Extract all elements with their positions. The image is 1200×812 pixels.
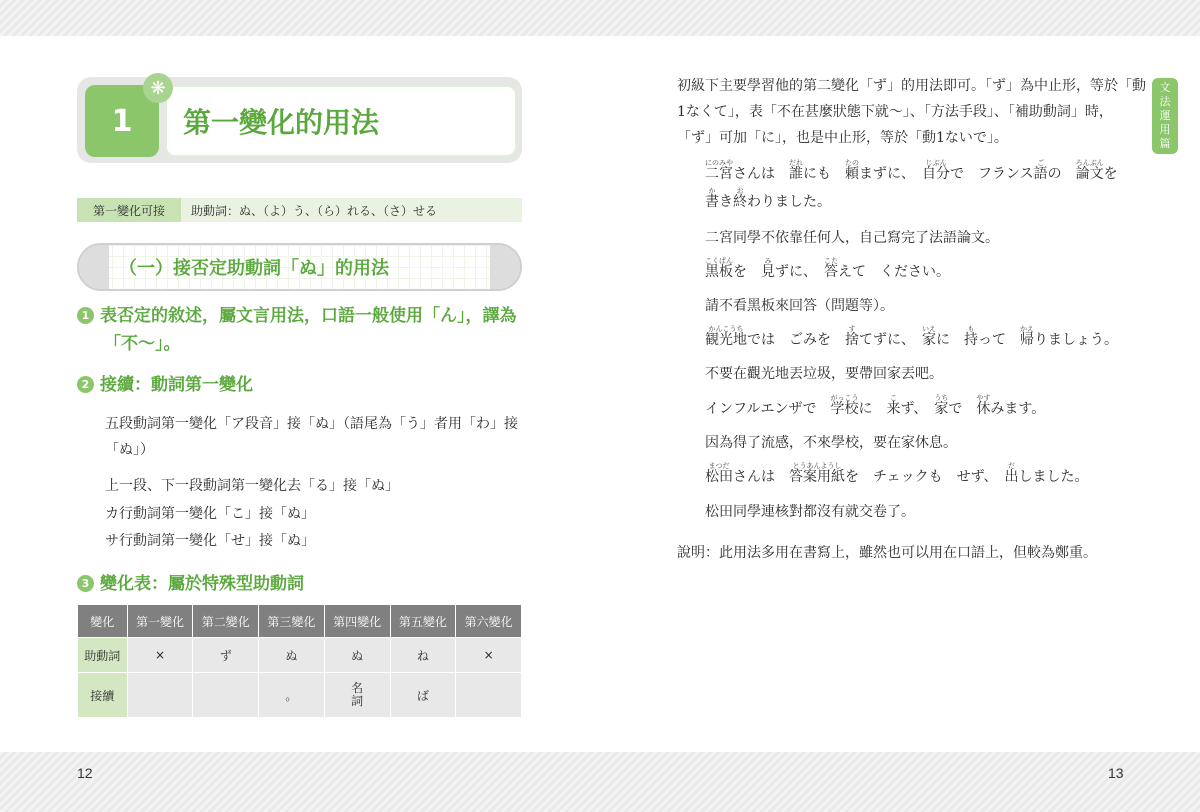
furigana: だれ: [789, 159, 803, 167]
furigana: まつだ: [708, 462, 730, 470]
ruby-word: 答案用紙 とうあんようし: [789, 467, 845, 487]
page-number-right: 13: [1108, 765, 1124, 781]
jp-text: で: [948, 401, 977, 417]
usage-note: 說明：此用法多用在書寫上，雖然也可以用在口語上，但較為鄭重。: [677, 545, 1097, 561]
table-row-head: 接續: [78, 673, 128, 718]
ruby-word: 終 お: [733, 192, 747, 212]
side-tab-char: 法: [1159, 95, 1171, 108]
ruby-word: 二宮 にのみや: [705, 164, 733, 184]
example-1-jp-line2: [705, 187, 831, 212]
jp-text: みます。: [990, 401, 1046, 417]
item-3: [77, 570, 527, 598]
table-cell: 。: [259, 673, 325, 718]
jp-text: では ごみを: [747, 332, 845, 348]
furigana: だ: [1007, 462, 1015, 470]
table-cell: ぬ: [259, 638, 325, 673]
ruby-word: 家 うち: [934, 399, 948, 419]
pill-cap-right: [490, 243, 522, 291]
jp-text: まずに、: [859, 166, 922, 182]
ruby-word: 捨 す: [845, 330, 859, 350]
top-band: [0, 0, 1200, 36]
item-2-paragraph-1: [105, 411, 518, 463]
example-1-translation: 二宮同學不依靠任何人，自己寫完了法語論文。: [705, 230, 999, 246]
table-cell: ば: [390, 673, 456, 718]
jp-text: てずに、: [859, 332, 922, 348]
table-header-cell: 第五變化: [390, 605, 456, 638]
table-cell: ×: [127, 638, 193, 673]
table-header-cell: 變化: [78, 605, 128, 638]
jp-text: にも: [803, 166, 845, 182]
furigana: こくばん: [705, 257, 733, 265]
item-2-paragraph-3: カ行動詞第一變化「こ」接「ぬ」: [105, 506, 315, 522]
jp-text: さんは: [733, 166, 789, 182]
chapter-number: 1: [85, 85, 159, 157]
jp-text: りましょう。: [1034, 332, 1118, 348]
ruby-word: 来 こ: [886, 399, 900, 419]
table-header-cell: 第六變化: [456, 605, 522, 638]
ruby-word: 自分 じぶん: [922, 164, 950, 184]
chapter-title-text: 第一變化的用法: [183, 106, 380, 139]
bottom-band: [0, 752, 1200, 812]
intro-line: 初級下主要學習他的第二變化「ず」的用法即可。「ず」為中止形，等於「動: [677, 78, 1146, 94]
table-row: [78, 638, 522, 673]
side-tab-char: 文: [1159, 81, 1171, 94]
ruby-word: 論文 ろんぶん: [1076, 164, 1104, 184]
ruby-word: 帰 かえ: [1020, 330, 1034, 350]
jp-text: に: [858, 401, 887, 417]
furigana: うち: [934, 394, 949, 402]
furigana: も: [967, 325, 975, 333]
furigana: かえ: [1020, 325, 1034, 333]
example-2-jp: [705, 257, 950, 282]
furigana: ろんぶん: [1075, 159, 1104, 167]
item-2-paragraph-4: サ行動詞第一變化「せ」接「ぬ」: [105, 533, 315, 549]
ruby-word: 観光地 かんこうち: [705, 330, 747, 350]
item-1-line1: 表否定的敘述，屬文言用法，口語一般使用「ん」，譯為: [100, 306, 517, 326]
pill-cap-left: [77, 243, 109, 291]
table-row-head: 助動詞: [78, 638, 128, 673]
jp-text: を チェックも せず、: [845, 469, 1005, 485]
jp-text: って: [978, 332, 1020, 348]
ruby-word: 書 か: [705, 192, 719, 212]
ruby-word: 黒板 こくばん: [705, 262, 733, 282]
jp-text: に: [936, 332, 964, 348]
item-number-1: 1: [77, 307, 94, 324]
item-1-line2: 「不～」。: [104, 334, 181, 354]
section-heading: [77, 243, 522, 291]
item-2-p1-line2: 「ぬ」）: [105, 442, 154, 458]
example-1-jp-line1: [705, 159, 1118, 184]
jp-text: を: [1103, 166, 1118, 182]
intro-line: 1なくて」，表「不在甚麼狀態下就～」、「方法手段」、「補助動詞」時，: [677, 104, 1113, 120]
jp-text: で フランス: [950, 166, 1034, 182]
intro-paragraph: [677, 73, 1146, 151]
connection-label-row: [77, 198, 522, 222]
ruby-word: 休 やす: [976, 399, 990, 419]
furigana: がっこう: [830, 394, 859, 402]
table-cell-vertical: 名詞: [351, 681, 364, 708]
table-row: [78, 673, 522, 718]
table-cell: [127, 673, 193, 718]
example-4-translation: 因為得了流感，不來學校，要在家休息。: [705, 435, 957, 451]
ruby-word: 出 だ: [1004, 467, 1018, 487]
item-2-title: 接續：動詞第一變化: [100, 375, 253, 395]
table-cell: [324, 673, 390, 718]
table-cell: ね: [390, 638, 456, 673]
ruby-word: 家 いえ: [922, 330, 936, 350]
jp-text: ず、: [900, 401, 935, 417]
example-5-translation: 松田同學連核對都沒有就交卷了。: [705, 504, 915, 520]
jp-text: えて ください。: [838, 264, 950, 280]
table-cell: ず: [193, 638, 259, 673]
item-2-paragraph-2: 上一段、下一段動詞第一變化去「る」接「ぬ」: [105, 478, 399, 494]
furigana: こた: [824, 257, 838, 265]
side-tab-char: 篇: [1159, 137, 1171, 150]
table-header-cell: 第一變化: [127, 605, 193, 638]
jp-text: インフルエンザで: [705, 401, 831, 417]
table-header-cell: 第四變化: [324, 605, 390, 638]
ruby-word: 頼 たの: [845, 164, 859, 184]
example-4-jp: [705, 394, 1046, 419]
furigana: じぶん: [925, 159, 947, 167]
furigana: いえ: [922, 325, 936, 333]
furigana: す: [848, 325, 856, 333]
furigana: かんこうち: [708, 325, 744, 333]
item-2-p1-line1: 五段動詞第一變化「ア段音」接「ぬ」（語尾為「う」者用「わ」接: [105, 416, 518, 432]
ruby-word: 誰 だれ: [789, 164, 803, 184]
furigana: たの: [845, 159, 859, 167]
table-header-cell: 第二變化: [193, 605, 259, 638]
example-5-jp: [705, 462, 1089, 487]
example-3-translation: 不要在觀光地丟垃圾，要帶回家丟吧。: [705, 366, 943, 382]
flower-icon: ❋: [143, 73, 173, 103]
chapter-title: [165, 85, 517, 157]
ruby-word: 松田 まつだ: [705, 467, 733, 487]
example-2-translation: 請不看黑板來回答（問題等）。: [705, 298, 894, 314]
side-tab-char: 運: [1159, 109, 1171, 122]
ruby-word: 答 こた: [824, 262, 838, 282]
furigana: とうあんようし: [792, 462, 842, 470]
table-cell: [193, 673, 259, 718]
table-header-cell: 第三變化: [259, 605, 325, 638]
conjugation-table: [77, 604, 522, 718]
furigana: ご: [1037, 159, 1045, 167]
jp-text: き: [719, 194, 733, 210]
table-cell: ぬ: [324, 638, 390, 673]
item-number-2: 2: [77, 376, 94, 393]
ruby-word: 見 み: [761, 262, 775, 282]
jp-text: しました。: [1018, 469, 1089, 485]
ruby-word: 語 ご: [1034, 164, 1048, 184]
side-tab-char: 用: [1159, 123, 1171, 136]
connection-label-key: 第一變化可接: [77, 198, 181, 222]
jp-text: ずに、: [775, 264, 824, 280]
section-side-tab: [1152, 78, 1178, 154]
furigana: お: [736, 187, 744, 195]
table-header-row: [78, 605, 522, 638]
furigana: み: [764, 257, 772, 265]
furigana: やす: [976, 394, 991, 402]
item-1: [77, 302, 527, 358]
intro-line: 「ず」可加「に」，也是中止形，等於「動1ないで」。: [677, 130, 1008, 146]
table-cell: [456, 673, 522, 718]
ruby-word: 学校 がっこう: [830, 399, 858, 419]
furigana: か: [708, 187, 716, 195]
item-3-title: 變化表：屬於特殊型助動詞: [100, 574, 304, 594]
item-2: [77, 371, 527, 399]
section-title: （一）接否定助動詞「ぬ」的用法: [119, 258, 389, 279]
furigana: にのみや: [705, 159, 733, 167]
page-number-left: 12: [77, 765, 93, 781]
furigana: こ: [889, 394, 897, 402]
jp-text: わりました。: [747, 194, 831, 210]
example-3-jp: [705, 325, 1118, 350]
table-cell: ×: [456, 638, 522, 673]
item-number-3: 3: [77, 575, 94, 592]
ruby-word: 持 も: [964, 330, 978, 350]
connection-label-value: 助動詞：ぬ、（よ）う、（ら）れる、（さ）せる: [191, 203, 438, 218]
jp-text: を: [733, 264, 761, 280]
jp-text: さんは: [733, 469, 789, 485]
jp-text: の: [1047, 166, 1076, 182]
